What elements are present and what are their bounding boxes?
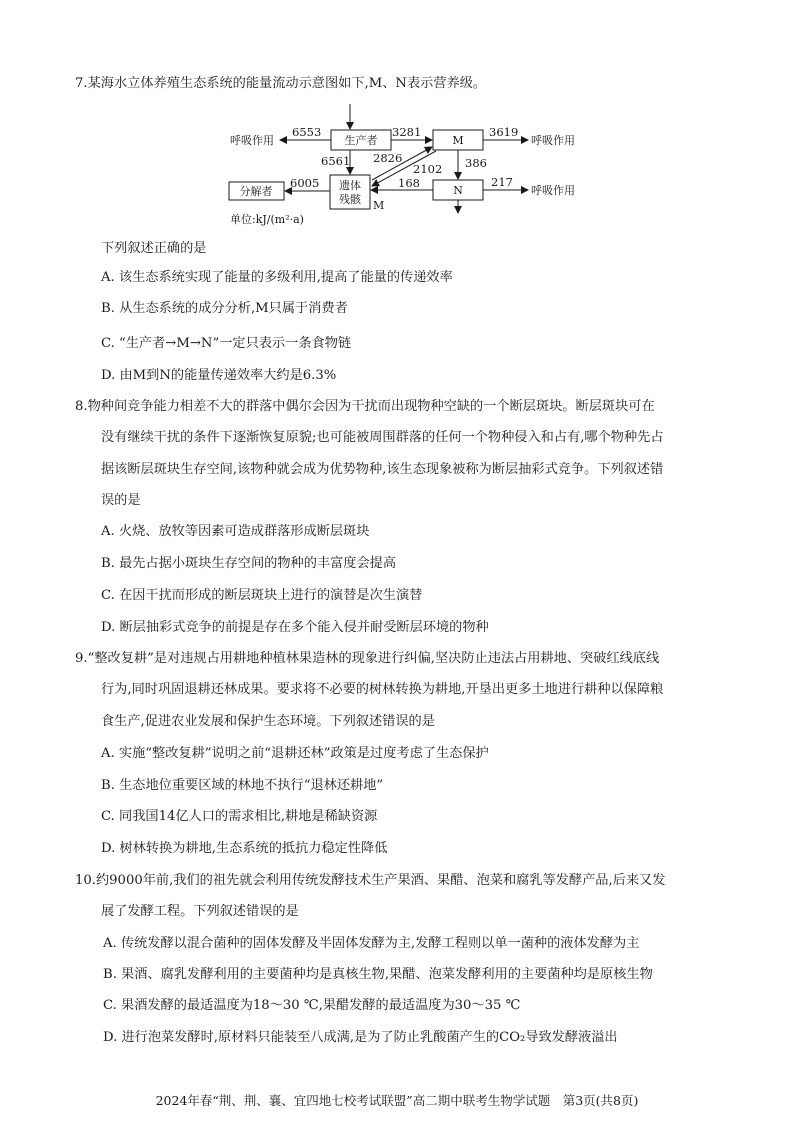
n-label: N [453, 184, 463, 197]
q8-option-c: C. 在因干扰而形成的断层斑块上进行的演替是次生演替 [101, 588, 423, 603]
detritus-label-1: 遗体 [339, 179, 361, 192]
resp-right-n-label: 呼吸作用 [531, 184, 575, 197]
value-m-to-n: 386 [465, 156, 487, 170]
q10-line-2: 展了发酵工程。下列叙述错误的是 [101, 904, 299, 919]
value-n-to-detritus: 168 [398, 176, 420, 190]
page-footer: 2024年春“荆、荆、襄、宜四地七校考试联盟”高二期中联考生物学试题 第3页(共8页) [155, 1093, 639, 1108]
q7-option-c: C. “生产者→M→N”一定只表示一条食物链 [101, 336, 352, 351]
q8-line-2: 没有继续干扰的条件下逐渐恢复原貌;也可能被周围群落的任何一个物种侵入和占有,哪个物种先占 [101, 430, 664, 445]
q7-option-a: A. 该生态系统实现了能量的多级利用,提高了能量的传递效率 [101, 270, 453, 285]
value-m-resp: 3619 [489, 125, 519, 139]
q9-line-1: 9.“整改复耕”是对违规占用耕地种植林果造林的现象进行纠偏,坚决防止违法占用耕地、突破红线底线 [75, 651, 660, 666]
q7-prompt: 下列叙述正确的是 [101, 241, 207, 256]
q9-option-d: D. 树林转换为耕地,生态系统的抵抗力稳定性降低 [101, 841, 388, 856]
q7-option-d: D. 由M到N的能量传递效率大约是6.3% [101, 368, 337, 383]
value-detritus-to-decomposer: 6005 [290, 176, 320, 190]
detritus-label-2: 残骸 [339, 193, 361, 206]
q10-option-b: B. 果酒、腐乳发酵利用的主要菌种均是真核生物,果醋、泡菜发酵利用的主要菌种均是原核生物 [103, 967, 653, 982]
value-m-to-detritus: 2102 [413, 162, 443, 176]
q9-line-2: 行为,同时巩固退耕还林成果。要求将不必要的树林转换为耕地,开垦出更多土地进行耕种以保障粮 [101, 682, 664, 697]
value-producer-to-m: 3281 [392, 125, 422, 139]
q9-option-a: A. 实施“整改复耕”说明之前“退耕还林”政策是过度考虑了生态保护 [101, 746, 489, 761]
value-producer-to-detritus: 6561 [321, 154, 351, 168]
q7-stem: 7.某海水立体养殖生态系统的能量流动示意图如下,M、N表示营养级。 [75, 76, 487, 91]
q8-line-3: 据该断层斑块生存空间,该物种就会成为优势物种,该生态现象被称为断层抽彩式竞争。下列叙述错 [101, 462, 664, 477]
q10-option-a: A. 传统发酵以混合菌种的固体发酵及半固体发酵为主,发酵工程则以单一菌种的液体发酵为主 [103, 936, 640, 951]
value-n-resp: 217 [491, 175, 513, 189]
q9-option-b: B. 生态地位重要区域的林地不执行“退林还耕地” [101, 778, 384, 793]
q8-option-d: D. 断层抽彩式竞争的前提是存在多个能入侵并耐受断层环境的物种 [101, 620, 489, 635]
value-detritus-to-m: 2826 [373, 151, 403, 165]
detritus-m-label: M [373, 199, 385, 212]
decomposer-label: 分解者 [239, 185, 273, 198]
q7-option-b: B. 从生态系统的成分分析,M只属于消费者 [101, 301, 348, 316]
value-producer-resp: 6553 [292, 125, 322, 139]
producer-label: 生产者 [344, 134, 378, 147]
resp-right-m-label: 呼吸作用 [531, 134, 575, 147]
resp-left-label: 呼吸作用 [230, 134, 274, 147]
q10-option-d: D. 进行泡菜发酵时,原材料只能装至八成满,是为了防止乳酸菌产生的CO₂导致发酵液溢出 [103, 1030, 618, 1045]
q8-option-a: A. 火烧、放牧等因素可造成群落形成断层斑块 [101, 524, 370, 539]
q8-option-b: B. 最先占据小斑块生存空间的物种的丰富度会提高 [101, 556, 397, 571]
energy-flow-diagram [0, 0, 794, 240]
unit-label: 单位:kJ/(m²·a) [230, 213, 304, 226]
q10-line-1: 10.约9000年前,我们的祖先就会利用传统发酵技术生产果酒、果醋、泡菜和腐乳等发酵产品,后来又发 [75, 873, 666, 888]
q10-option-c: C. 果酒发酵的最适温度为18～30 ℃,果醋发酵的最适温度为30～35 ℃ [103, 998, 521, 1013]
q9-line-3: 食生产,促进农业发展和保护生态环境。下列叙述错误的是 [101, 714, 435, 729]
q8-line-1: 8.物种间竞争能力相差不大的群落中偶尔会因为干扰而出现物种空缺的一个断层斑块。断层斑块可在 [75, 399, 655, 414]
m-label: M [452, 134, 464, 147]
q8-line-4: 误的是 [101, 493, 141, 508]
q9-option-c: C. 同我国14亿人口的需求相比,耕地是稀缺资源 [101, 809, 378, 824]
